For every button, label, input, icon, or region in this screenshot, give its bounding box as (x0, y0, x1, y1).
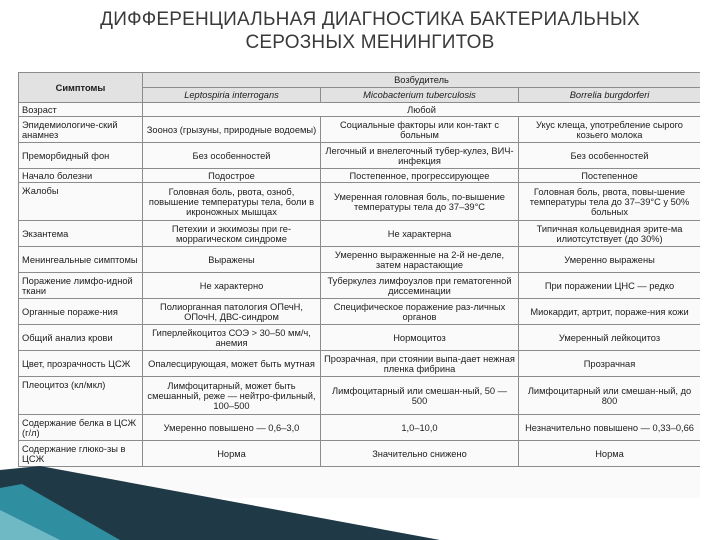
table-row (19, 247, 701, 273)
row-value-leptospira: Зооноз (грызуны, природные водоемы) (143, 117, 321, 143)
table-row (19, 415, 701, 441)
row-symptom: Экзантема (19, 221, 143, 247)
row-value-borrelia: Головная боль, рвота, повы-шение температуры тела до 37–39°С у 50% больных (519, 183, 701, 221)
table-row (19, 273, 701, 299)
row-symptom: Содержание белка в ЦСЖ (г/л) (19, 415, 143, 441)
row-symptom: Жалобы (19, 183, 143, 221)
row-value-borrelia: Умеренный лейкоцитоз (519, 325, 701, 351)
corner-wedge-light (0, 510, 60, 540)
row-value-leptospira: Опалесцирующая, может быть мутная (143, 351, 321, 377)
row-value-borrelia: Незначительно повышено — 0,33–0,66 (519, 415, 701, 441)
row-value-borrelia: При поражении ЦНС — редко (519, 273, 701, 299)
row-symptom: Плеоцитоз (кл/мкл) (19, 377, 143, 415)
table-row (19, 221, 701, 247)
row-value-mycobacterium: Нормоцитоз (321, 325, 519, 351)
row-value-mycobacterium: Прозрачная, при стоянии выпа-дает нежная пленка фибрина (321, 351, 519, 377)
row-value-mycobacterium: Социальные факторы или кон-такт с больным (321, 117, 519, 143)
row-value-leptospira: Подострое (143, 169, 321, 183)
row-value-mycobacterium: Умеренная головная боль, по-вышение температуры тела до 37–39°С (321, 183, 519, 221)
row-value-leptospira: Полиорганная патология ОПечН, ОПочН, ДВС-синдром (143, 299, 321, 325)
diagnosis-table-wrapper (18, 72, 700, 498)
row-value-leptospira: Выражены (143, 247, 321, 273)
row-value-borrelia: Типичная кольцевидная эрите-ма илиотсутствует (до 30%) (519, 221, 701, 247)
table-row (19, 169, 701, 183)
slide-title-line-2: СЕРОЗНЫХ МЕНИНГИТОВ (245, 32, 495, 53)
row-value-mycobacterium: Лимфоцитарный или смешан-ный, 50 — 500 (321, 377, 519, 415)
row-value-borrelia: Миокардит, артрит, пораже-ния кожи (519, 299, 701, 325)
table-row (19, 183, 701, 221)
row-symptom: Преморбидный фон (19, 143, 143, 169)
row-value-borrelia: Постепенное (519, 169, 701, 183)
pathogen-group-header: Возбудитель (143, 73, 701, 88)
table-row (19, 377, 701, 415)
row-value-leptospira: Норма (143, 441, 321, 467)
row-value-leptospira: Лимфоцитарный, может быть смешанный, реже — нейтро-фильный, 100–500 (143, 377, 321, 415)
row-symptom: Начало болезни (19, 169, 143, 183)
row-symptom: Поражение лимфо-идной ткани (19, 273, 143, 299)
slide-title (40, 8, 700, 54)
row-value-borrelia: Лимфоцитарный или смешан-ный, до 800 (519, 377, 701, 415)
table-row (19, 117, 701, 143)
row-value-mycobacterium: Умеренно выраженные на 2-й не-деле, затем нарастающие (321, 247, 519, 273)
row-symptom: Цвет, прозрачность ЦСЖ (19, 351, 143, 377)
pathogen-header-borrelia: Borrelia burgdorferi (519, 88, 701, 103)
row-value-leptospira: Головная боль, рвота, озноб, повышение температуры тела, боли в икроножных мышцах (143, 183, 321, 221)
row-value-mycobacterium: Постепенное, прогрессирующее (321, 169, 519, 183)
row-value-mycobacterium: Легочный и внелегочный тубер-кулез, ВИЧ-инфекция (321, 143, 519, 169)
table-row (19, 325, 701, 351)
row-symptom: Эпидемиологиче-ский анамнез (19, 117, 143, 143)
diagnosis-table (18, 72, 700, 467)
row-symptom: Возраст (19, 103, 143, 117)
row-value-borrelia: Без особенностей (519, 143, 701, 169)
row-value-leptospira: Умеренно повышено — 0,6–3,0 (143, 415, 321, 441)
row-symptom: Общий анализ крови (19, 325, 143, 351)
table-row (19, 441, 701, 467)
row-symptom: Органные пораже-ния (19, 299, 143, 325)
row-value-leptospira: Петехии и экхимозы при ге-моррагическом синдроме (143, 221, 321, 247)
row-value-mycobacterium: Значительно снижено (321, 441, 519, 467)
table-row (19, 103, 701, 117)
row-value-mycobacterium: 1,0–10,0 (321, 415, 519, 441)
row-value-borrelia: Укус клеща, употребление сырого козьего молока (519, 117, 701, 143)
row-value-borrelia: Умеренно выражены (519, 247, 701, 273)
row-value-mycobacterium: Туберкулез лимфоузлов при гематогенной диссеминации (321, 273, 519, 299)
row-value-leptospira: Гиперлейкоцитоз СОЭ > 30–50 мм/ч, анемия (143, 325, 321, 351)
row-value-mycobacterium: Не характерна (321, 221, 519, 247)
symptoms-column-header: Симптомы (19, 73, 143, 103)
slide-title-line-1: ДИФФЕРЕНЦИАЛЬНАЯ ДИАГНОСТИКА БАКТЕРИАЛЬНЫХ (100, 9, 640, 30)
row-value-leptospira: Не характерно (143, 273, 321, 299)
row-value-borrelia: Прозрачная (519, 351, 701, 377)
row-symptom: Менингеальные симптомы (19, 247, 143, 273)
table-row (19, 143, 701, 169)
row-value-merged: Любой (143, 103, 701, 117)
row-symptom: Содержание глюко-зы в ЦСЖ (19, 441, 143, 467)
row-value-mycobacterium: Специфическое поражение раз-личных органов (321, 299, 519, 325)
pathogen-header-leptospira: Leptospiria interrogans (143, 88, 321, 103)
table-row (19, 299, 701, 325)
row-value-borrelia: Норма (519, 441, 701, 467)
table-row (19, 351, 701, 377)
row-value-leptospira: Без особенностей (143, 143, 321, 169)
pathogen-header-mycobacterium: Micobacterium tuberculosis (321, 88, 519, 103)
